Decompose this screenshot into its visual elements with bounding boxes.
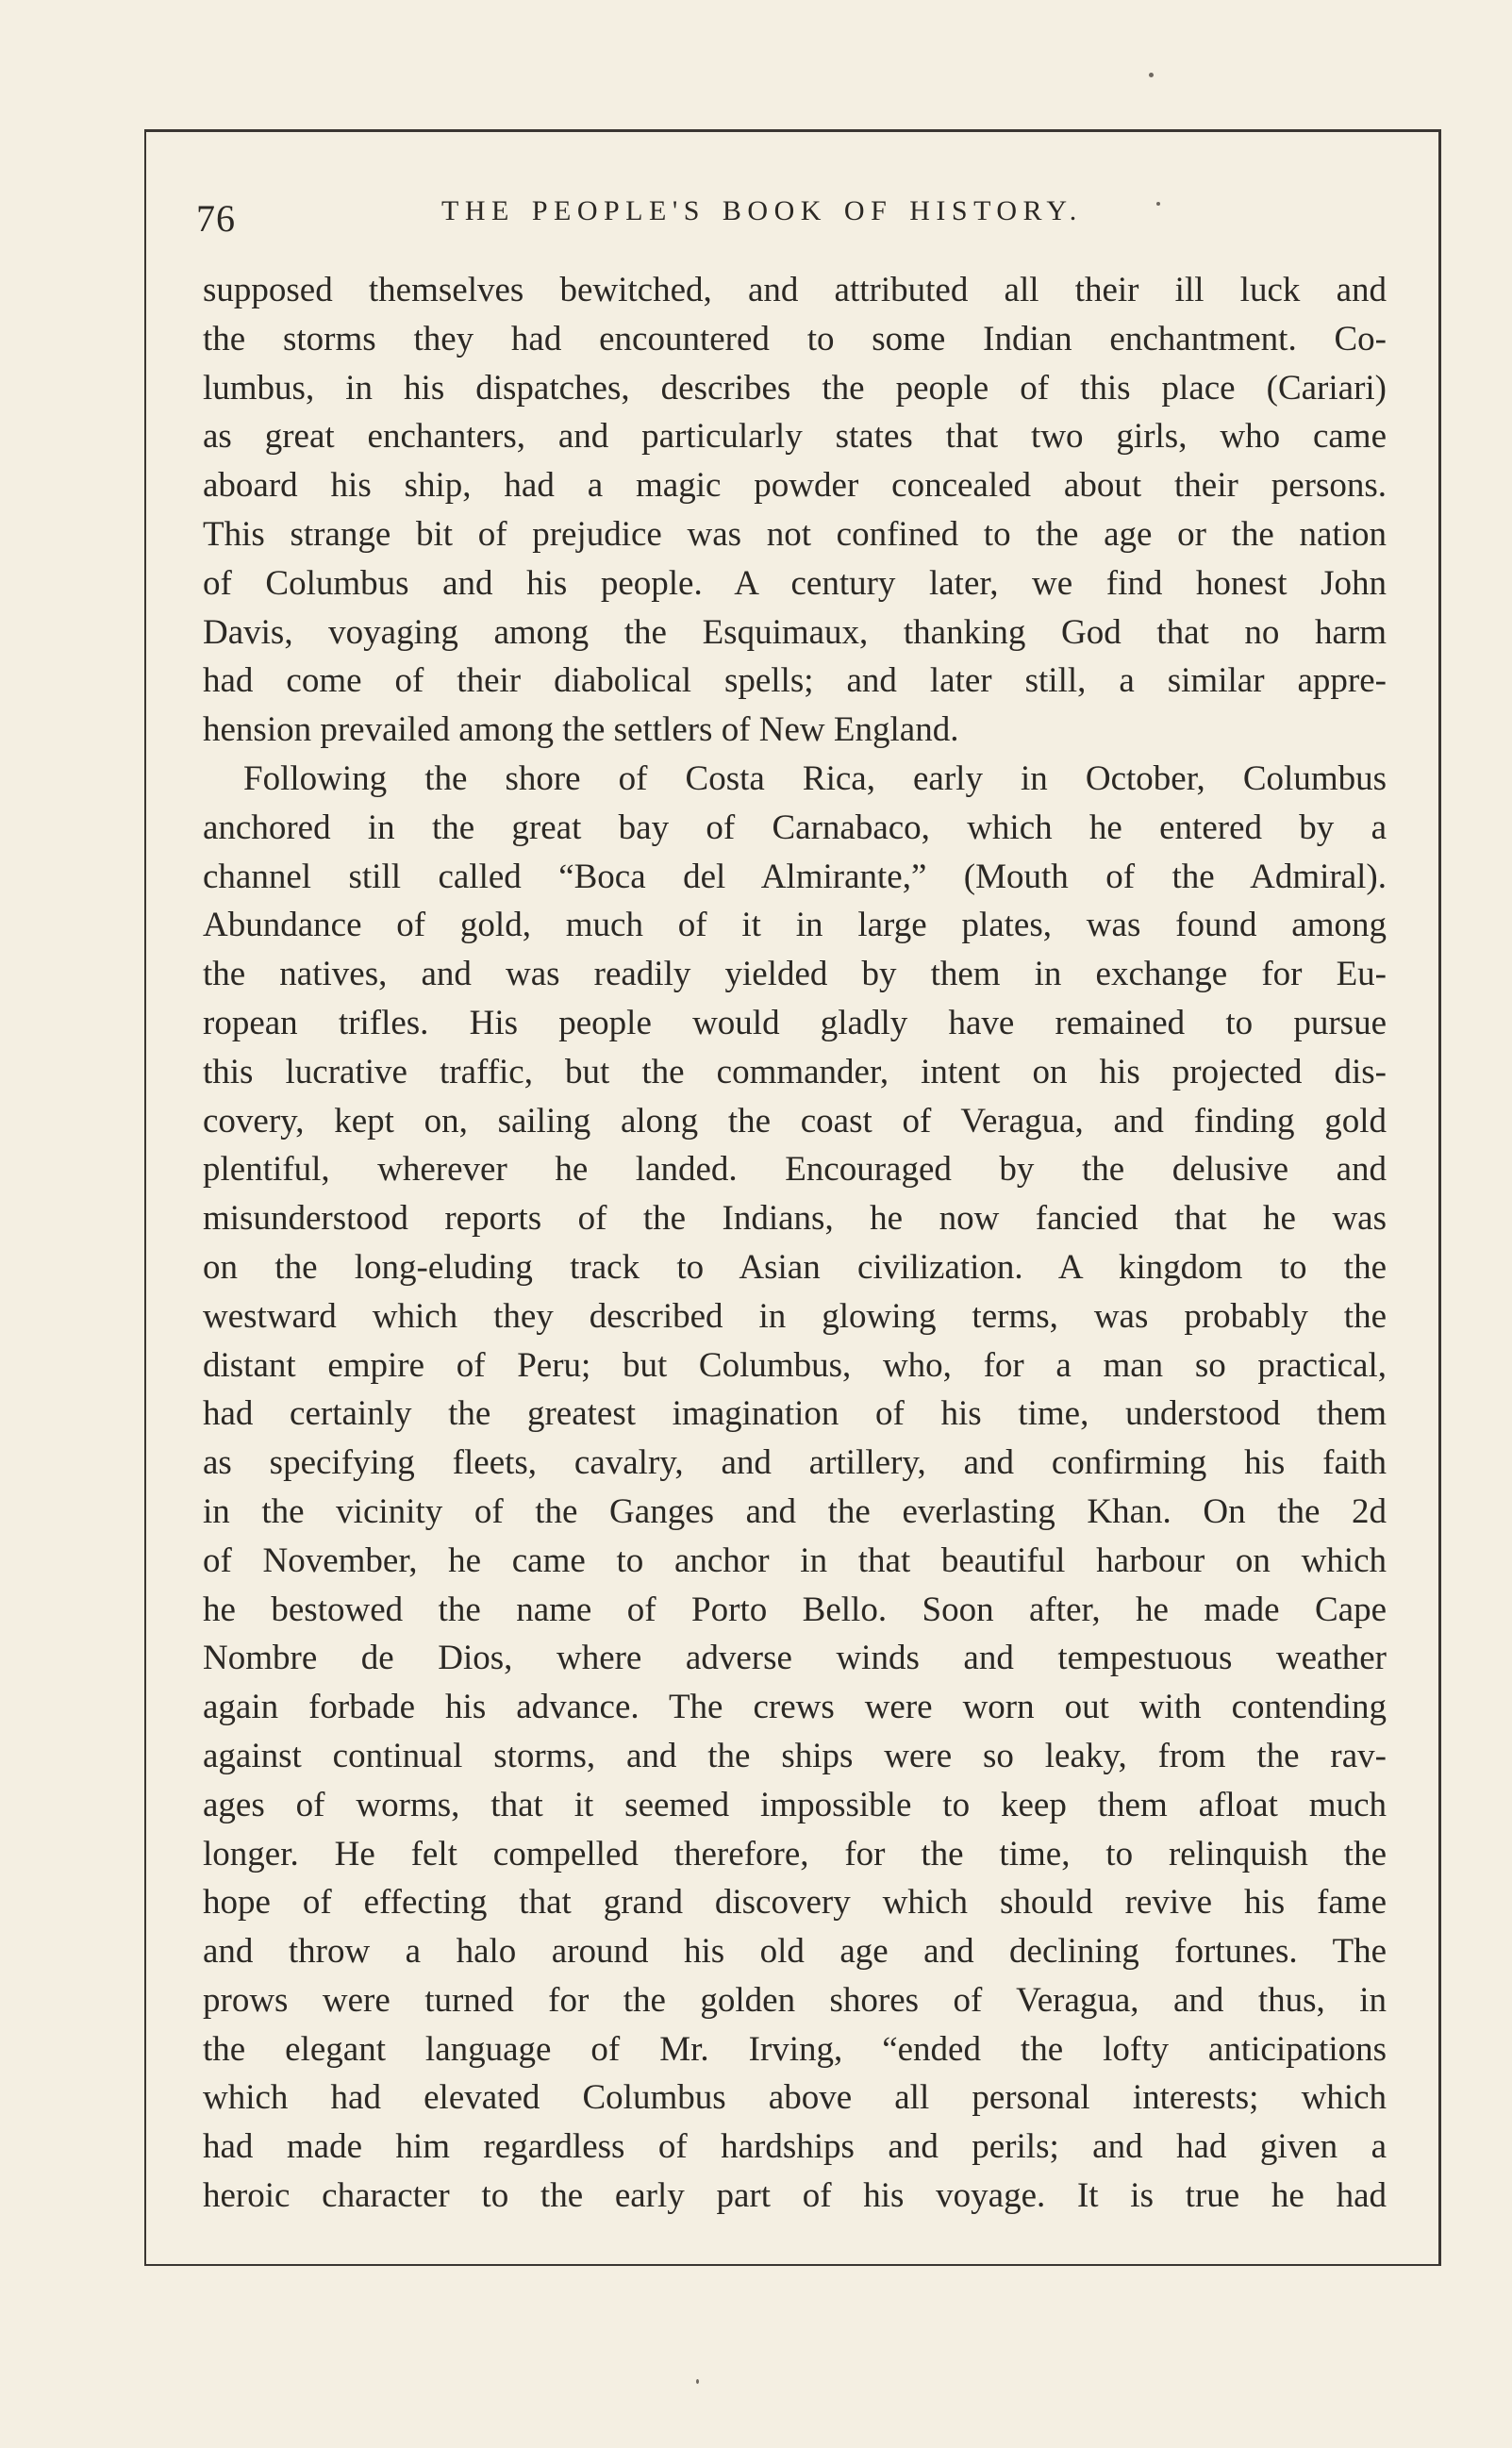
paper-speck <box>696 2379 699 2384</box>
text-line: westward which they described in glowing terms, was probably the <box>203 1296 1387 1336</box>
text-line: lumbus, in his dispatches, describes the people of this place (Cariari) <box>203 368 1387 408</box>
text-line: This strange bit of prejudice was not confined to the age or the nation <box>203 514 1387 554</box>
paragraph-start-line: Following the shore of Costa Rica, early in October, Columbus <box>243 758 1387 798</box>
text-line: Davis, voyaging among the Esquimaux, thanking God that no harm <box>203 612 1387 652</box>
text-line: misunderstood reports of the Indians, he now fancied that he was <box>203 1199 1387 1239</box>
page-number: 76 <box>196 197 236 240</box>
text-line: of November, he came to anchor in that beautiful harbour on which <box>203 1540 1387 1580</box>
body-text <box>203 266 1387 2221</box>
text-line: had made him regardless of hardships and perils; and had given a <box>203 2127 1387 2167</box>
text-line: aboard his ship, had a magic powder concealed about their persons. <box>203 466 1387 506</box>
text-line: longer. He felt compelled therefore, for the time, to relinquish the <box>203 1834 1387 1873</box>
text-line: on the long-eluding track to Asian civilization. A kingdom to the <box>203 1247 1387 1287</box>
text-line: this lucrative traffic, but the commander, intent on his projected dis- <box>203 1052 1387 1091</box>
text-line: of Columbus and his people. A century later, we find honest John <box>203 563 1387 603</box>
paragraph-end-line: hension prevailed among the settlers of New England. <box>203 710 959 750</box>
text-line: the natives, and was readily yielded by them in exchange for Eu- <box>203 955 1387 994</box>
text-line: channel still called “Boca del Almirante,” (Mouth of the Admiral). <box>203 857 1387 896</box>
paper-speck <box>1149 73 1154 77</box>
text-line: Abundance of gold, much of it in large plates, was found among <box>203 906 1387 945</box>
text-line: heroic character to the early part of his voyage. It is true he had <box>203 2176 1387 2216</box>
text-line: had certainly the greatest imagination of his time, understood them <box>203 1394 1387 1434</box>
text-line: again forbade his advance. The crews were worn out with contending <box>203 1688 1387 1727</box>
text-line: prows were turned for the golden shores of Veragua, and thus, in <box>203 1980 1387 2020</box>
text-line: against continual storms, and the ships were so leaky, from the rav- <box>203 1736 1387 1775</box>
text-line: Nombre de Dios, where adverse winds and tempestuous weather <box>203 1639 1387 1678</box>
text-line: the storms they had encountered to some Indian enchantment. Co- <box>203 319 1387 358</box>
text-line: as specifying fleets, cavalry, and artillery, and confirming his faith <box>203 1443 1387 1483</box>
text-line: plentiful, wherever he landed. Encouraged by the delusive and <box>203 1150 1387 1190</box>
text-line: ropean trifles. His people would gladly have remained to pursue <box>203 1003 1387 1042</box>
text-line: supposed themselves bewitched, and attributed all their ill luck and <box>203 271 1387 309</box>
text-line: distant empire of Peru; but Columbus, who, for a man so practical, <box>203 1345 1387 1385</box>
paper-speck <box>1156 202 1160 206</box>
text-line: covery, kept on, sailing along the coast of Veragua, and finding gold <box>203 1101 1387 1141</box>
text-line: ages of worms, that it seemed impossible to keep them afloat much <box>203 1785 1387 1824</box>
text-line: as great enchanters, and particularly states that two girls, who came <box>203 417 1387 457</box>
text-line: the elegant language of Mr. Irving, “ended the lofty anticipations <box>203 2029 1387 2069</box>
text-line: hope of effecting that grand discovery which should revive his fame <box>203 1883 1387 1923</box>
running-title: THE PEOPLE'S BOOK OF HISTORY. <box>441 195 1083 226</box>
text-line: he bestowed the name of Porto Bello. Soon after, he made Cape <box>203 1590 1387 1629</box>
text-line: in the vicinity of the Ganges and the everlasting Khan. On the 2d <box>203 1491 1387 1531</box>
text-line: had come of their diabolical spells; and later still, a similar appre- <box>203 661 1387 701</box>
text-line: which had elevated Columbus above all personal interests; which <box>203 2078 1387 2118</box>
text-line: and throw a halo around his old age and declining fortunes. The <box>203 1932 1387 1972</box>
text-line: anchored in the great bay of Carnabaco, which he entered by a <box>203 808 1387 847</box>
